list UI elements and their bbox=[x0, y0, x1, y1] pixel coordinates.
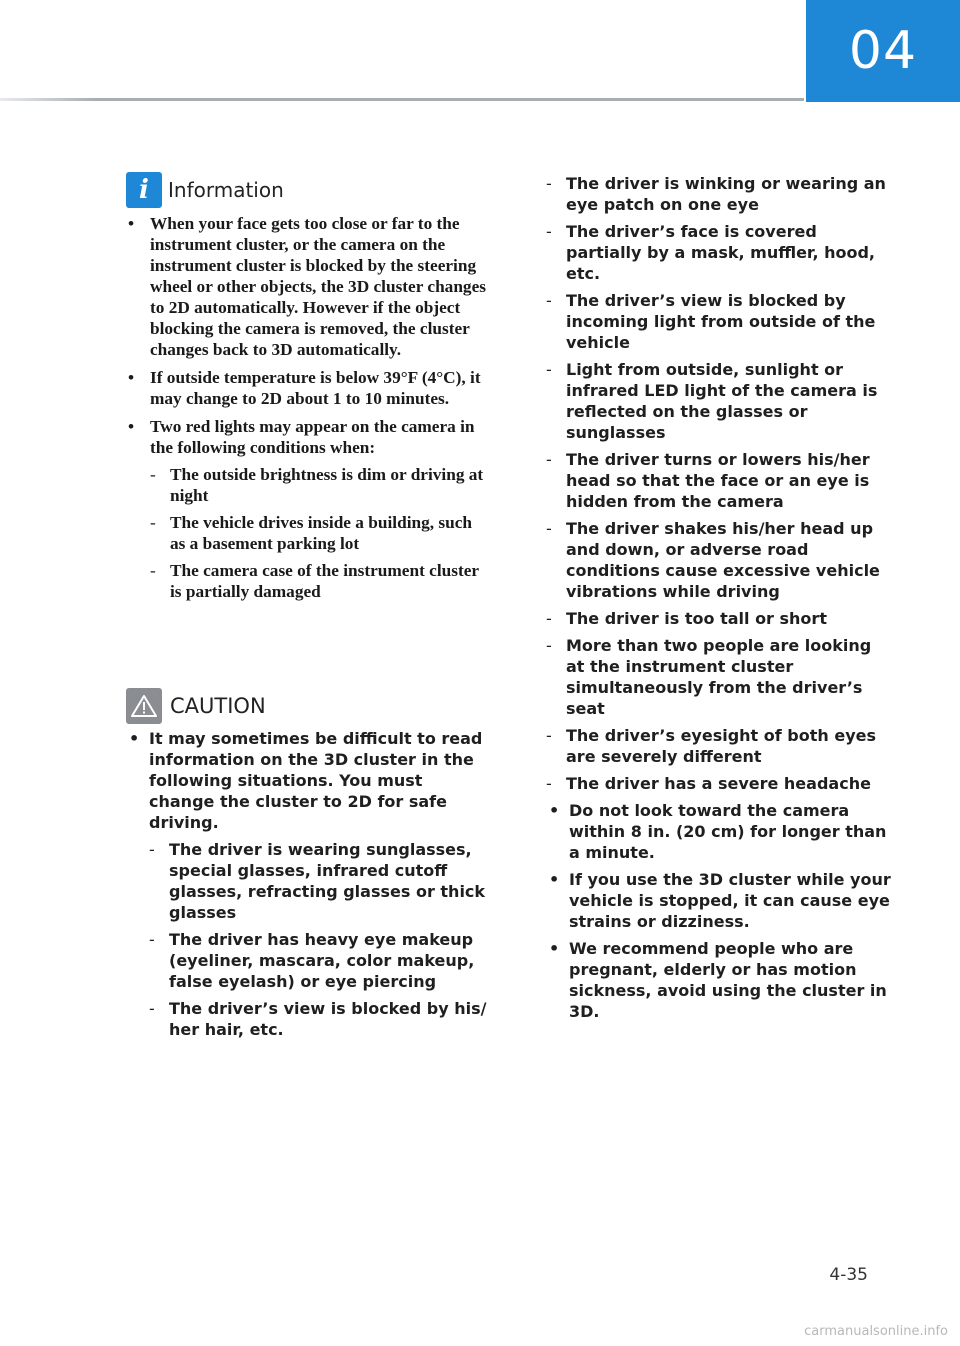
information-subitem: - The outside brightness is dim or driving at night bbox=[150, 464, 488, 506]
page-number: 4-35 bbox=[829, 1265, 868, 1285]
caution-situation: - The driver’s eyesight of both eyes are severely different bbox=[546, 725, 891, 767]
information-sublist bbox=[150, 464, 488, 602]
caution-situation: - Light from outside, sunlight or infrared LED light of the camera is reflected on the glasses or sunglasses bbox=[546, 359, 891, 443]
caution-more-list bbox=[546, 800, 891, 1022]
information-heading bbox=[126, 172, 284, 208]
caution-situation: - The driver’s face is covered partially by a mask, muffler, hood, etc. bbox=[546, 221, 891, 284]
information-item-text: Two red lights may appear on the camera in the following conditions when: bbox=[150, 417, 475, 457]
caution-situation: - The driver’s view is blocked by his/ her hair, etc. bbox=[149, 998, 488, 1040]
caution-title: CAUTION bbox=[170, 694, 266, 718]
information-title: Information bbox=[168, 178, 284, 202]
information-subitem: - The camera case of the instrument cluster is partially damaged bbox=[150, 560, 488, 602]
information-item bbox=[126, 367, 488, 409]
information-list bbox=[126, 213, 488, 609]
info-icon: i bbox=[126, 172, 162, 208]
header-rule bbox=[0, 98, 804, 101]
right-column bbox=[546, 173, 891, 1028]
information-item-text: When your face gets too close or far to the instrument cluster, or the camera on the instrument cluster is blocked by the steering wheel or other objects, the 3D cluster changes to 2D automatically. However if the object blocking the camera is removed, the cluster changes back to 3D automatically. bbox=[150, 214, 486, 359]
caution-situation: - The driver is too tall or short bbox=[546, 608, 891, 629]
caution-situation: - The driver shakes his/her head up and down, or adverse road conditions cause excessive vehicle vibrations while driving bbox=[546, 518, 891, 602]
caution-bullet: • We recommend people who are pregnant, elderly or has motion sickness, avoid using the cluster in 3D. bbox=[546, 938, 891, 1022]
warning-triangle-icon bbox=[126, 688, 162, 724]
caution-situations-left bbox=[149, 839, 488, 1040]
caution-situation: - The driver’s view is blocked by incoming light from outside of the vehicle bbox=[546, 290, 891, 353]
caution-situation: - The driver turns or lowers his/her head so that the face or an eye is hidden from the camera bbox=[546, 449, 891, 512]
caution-situation: - The driver is wearing sunglasses, special glasses, infrared cutoff glasses, refracting glasses or thick glasses bbox=[149, 839, 488, 923]
caution-bullet: • If you use the 3D cluster while your vehicle is stopped, it can cause eye strains or dizziness. bbox=[546, 869, 891, 932]
caution-situation: - The driver has heavy eye makeup (eyeliner, mascara, color makeup, false eyelash) or eye piercing bbox=[149, 929, 488, 992]
information-subitem: - The vehicle drives inside a building, such as a basement parking lot bbox=[150, 512, 488, 554]
caution-bullet: • Do not look toward the camera within 8 in. (20 cm) for longer than a minute. bbox=[546, 800, 891, 863]
information-item bbox=[126, 213, 488, 360]
caution-situation: - More than two people are looking at the instrument cluster simultaneously from the driver’s seat bbox=[546, 635, 891, 719]
caution-situation: - The driver is winking or wearing an eye patch on one eye bbox=[546, 173, 891, 215]
caution-situation: - The driver has a severe headache bbox=[546, 773, 891, 794]
caution-situations-right bbox=[546, 173, 891, 794]
caution-list bbox=[126, 728, 488, 1046]
caution-item bbox=[126, 728, 488, 1040]
information-item bbox=[126, 416, 488, 602]
caution-continued bbox=[546, 173, 891, 794]
caution-heading bbox=[126, 688, 266, 724]
caution-intro: It may sometimes be difficult to read information on the 3D cluster in the following situations. You must change the cluster to 2D for safe driving. bbox=[149, 729, 483, 832]
watermark: carmanualsonline.info bbox=[804, 1324, 948, 1339]
chapter-tab: 04 bbox=[806, 0, 960, 102]
information-item-text: If outside temperature is below 39°F (4°C), it may change to 2D about 1 to 10 minutes. bbox=[150, 368, 481, 408]
